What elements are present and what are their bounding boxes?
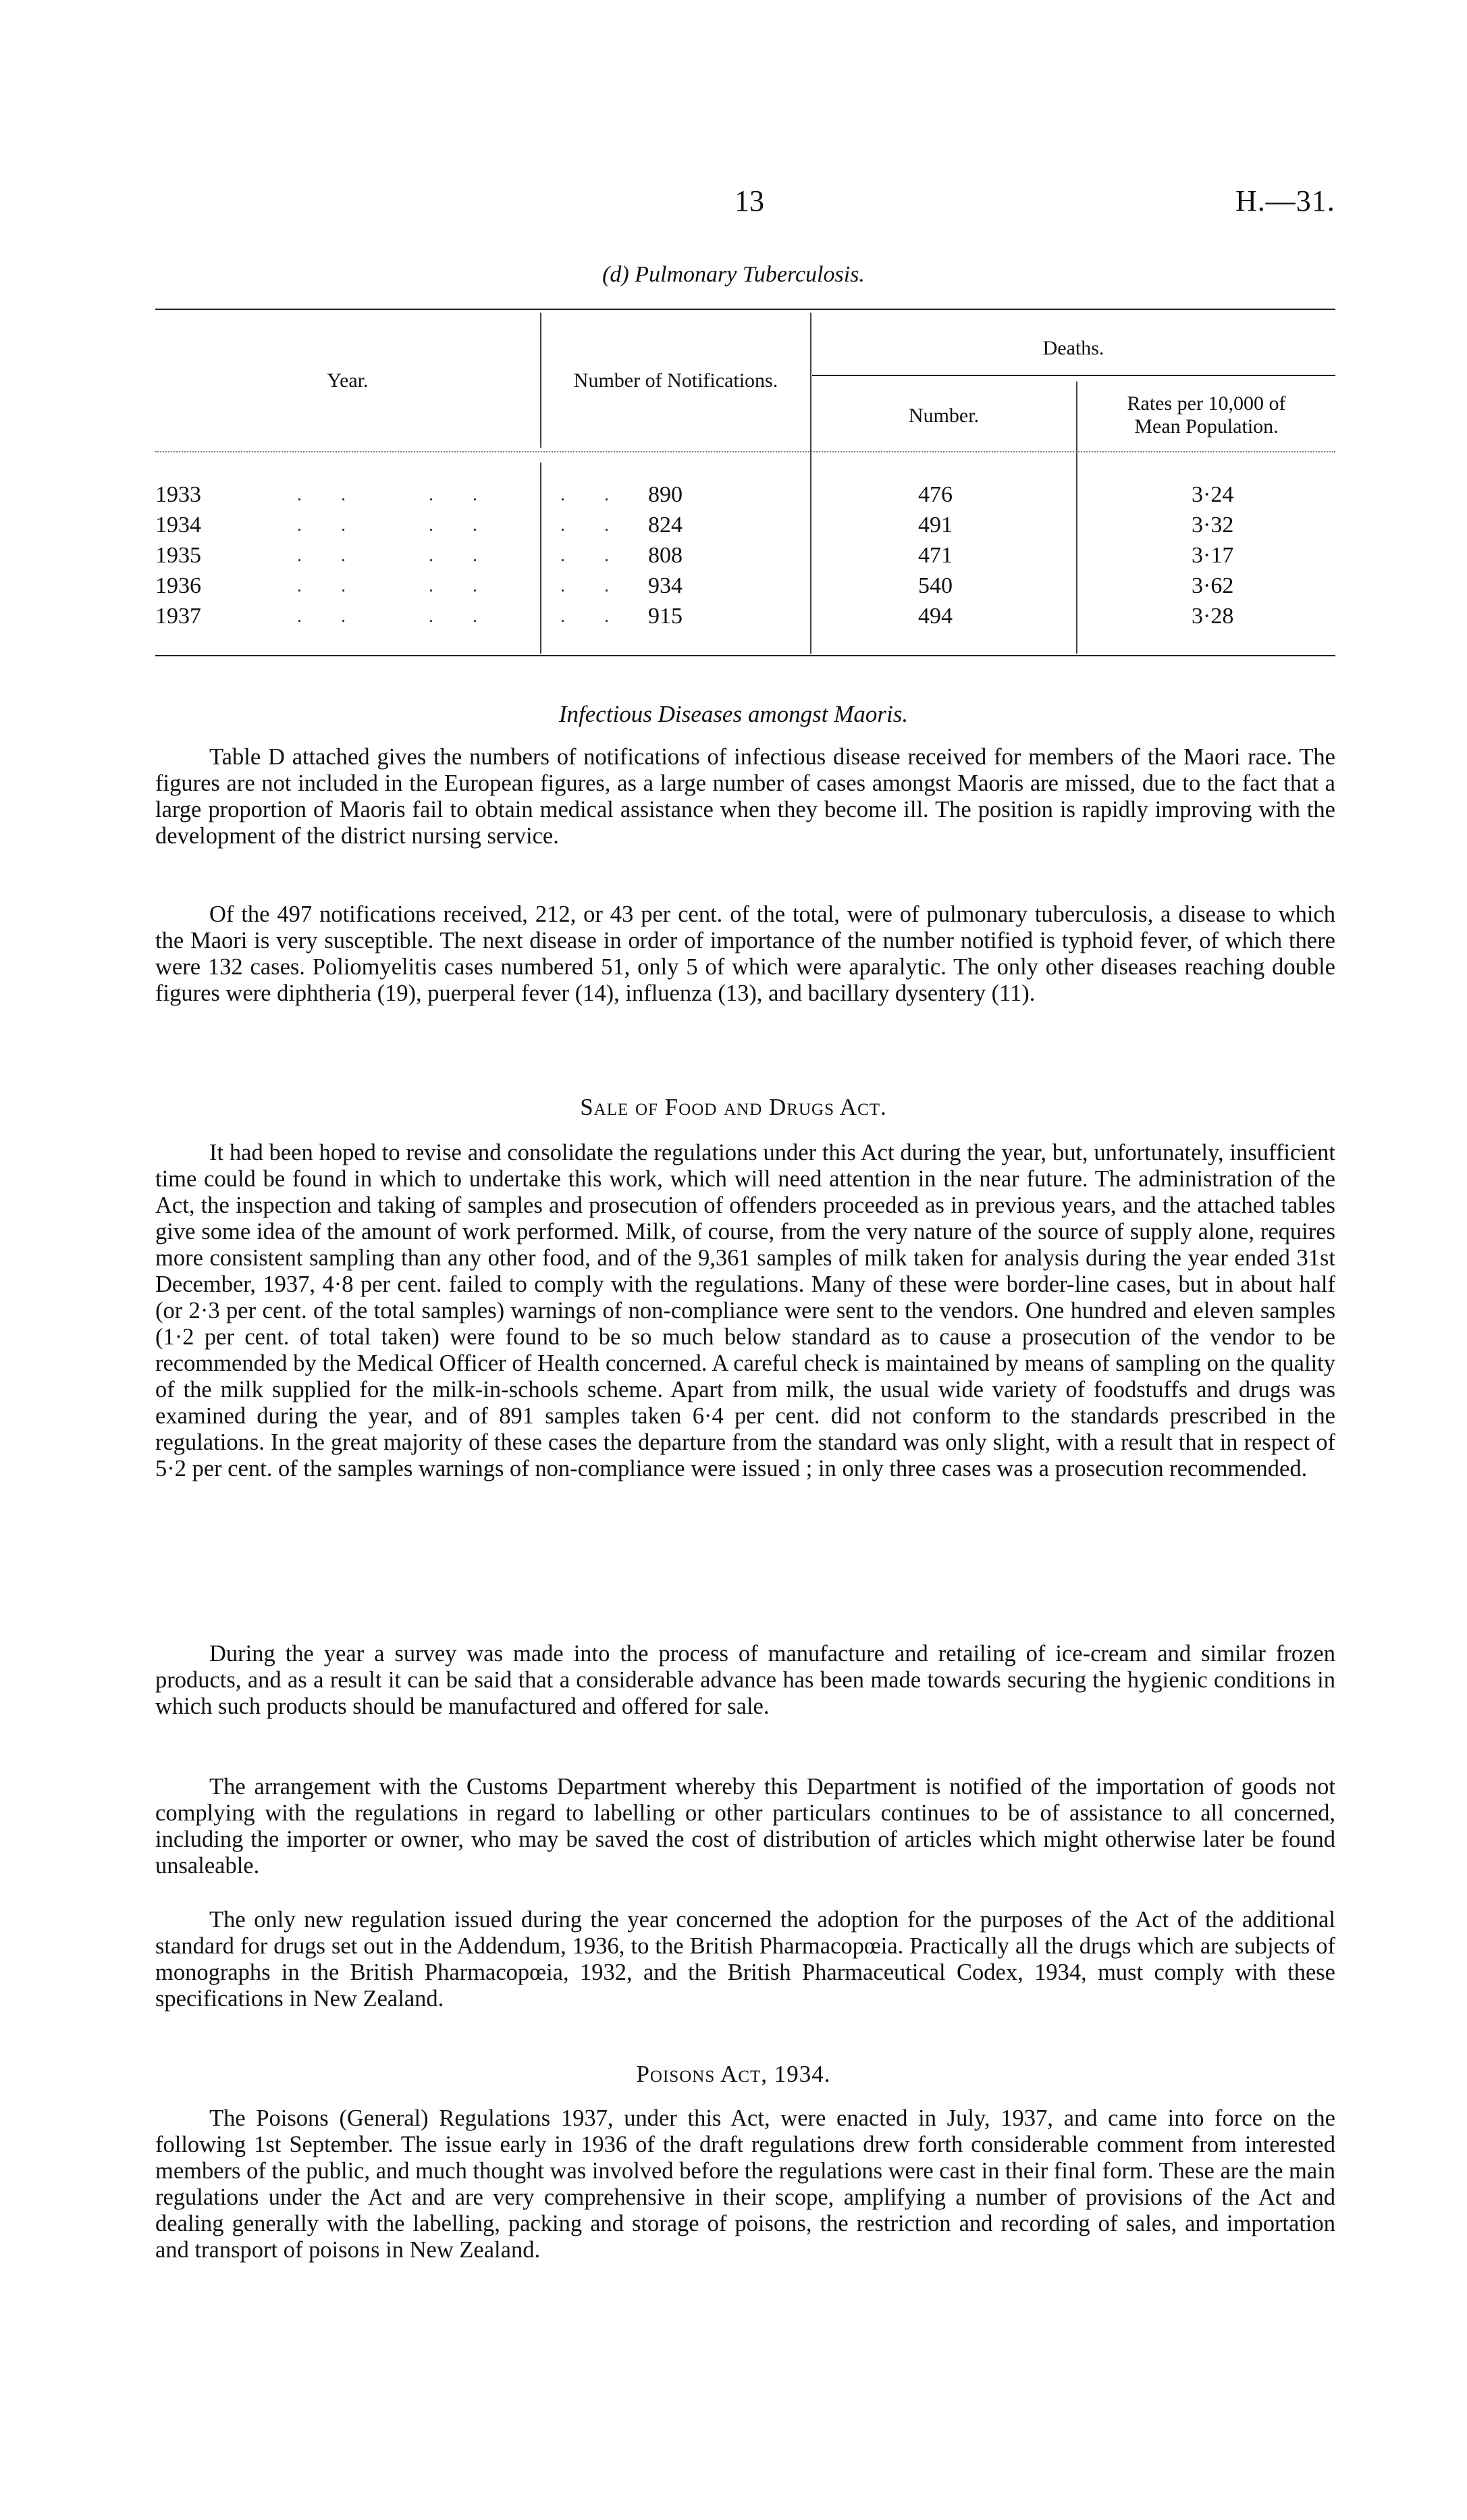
page-number: 13 [735,184,764,217]
paragraph: The arrangement with the Customs Department whereby this Department is notified of the importation of goods not complying with the regulations in regard to labelling or other particulars continues to be of assistance to all concerned, including the importer or owner, who may be saved the cost of distribution of articles which might otherwise later be found unsaleable. [155,1774,1335,1879]
section-heading-poisons: Poisons Act, 1934. [636,2061,831,2087]
cell-rate: 3·17 [1192,543,1234,568]
cell-year: 1933 [155,482,201,507]
cell-deaths: 494 [918,604,953,629]
leader-dots: .. .. .. [297,606,648,627]
cell-deaths: 476 [918,482,953,507]
cell-year: 1937 [155,604,201,629]
deaths-underline [812,375,1335,376]
header-deaths: Deaths. [1042,337,1104,359]
paragraph: Of the 497 notifications received, 212, or 43 per cent. of the total, were of pulmonary tuberculosis, a disease to which the Maori is very susceptible. The next disease in order of importance of the number notified is typhoid fever, of which there were 132 cases. Poliomyelitis cases numbered 51, only 5 of which were aparalytic. The only other diseases reaching double figures were diphtheria (19), puerperal fever (14), influenza (13), and bacillary dysentery (11). [155,901,1335,1006]
cell-deaths: 540 [918,573,953,598]
cell-notifications: 915 [648,604,683,629]
section-heading-food-drugs: Sale of Food and Drugs Act. [580,1094,887,1120]
header-bottom-rule [155,451,1335,452]
paragraph: During the year a survey was made into the process of manufacture and retailing of ice-cream and similar frozen products, and as a result it can be said that a considerable advance has been made towards securing the hygienic conditions in which such products should be manufactured and offered for sale. [155,1641,1335,1719]
paragraph: Table D attached gives the numbers of notifications of infectious disease received for members of the Maori race. The figures are not included in the European figures, as a large number of cases amongst Maoris are missed, due to the fact that a large proportion of Maoris fail to obtain medical assistance when they become ill. The position is rapidly improving with the development of the district nursing service. [155,744,1335,849]
cell-notifications: 824 [648,513,683,537]
cell-notifications: 808 [648,543,683,568]
cell-year: 1936 [155,573,201,598]
leader-dots: .. .. .. [297,484,648,505]
cell-notifications: 890 [648,482,683,507]
cell-rate: 3·24 [1192,482,1234,507]
column-divider-2 [810,313,811,654]
cell-rate: 3·28 [1192,604,1234,629]
header-deaths-number: Number. [908,404,980,427]
cell-deaths: 471 [918,543,953,568]
leader-dots: .. .. .. [297,515,648,535]
document-code: H.—31. [1235,184,1335,217]
header-year: Year. [327,369,369,392]
header-notifications: Number of Notifications. [573,369,778,392]
paragraph: It had been hoped to revise and consolidate the regulations under this Act during the year, but, unfortunately, insufficient time could be found in which to undertake this work, which will need attention in the near future. The administration of the Act, the inspection and taking of samples and prosecution of offenders proceeded as in previous years, and the attached tables give some idea of the amount of work performed. Milk, of course, from the very nature of the source of supply alone, requires more consistent sampling than any other food, and of the 9,361 samples of milk taken for analysis during the year ended 31st December, 1937, 4·8 per cent. failed to comply with the regulations. Many of these were border-line cases, but in about half (or 2·3 per cent. of the total samples) warnings of non-compliance were sent to the vendors. One hundred and eleven samples (1·2 per cent. of total taken) were found to be so much below standard as to cause a prosecution of the vendor to be recommended by the Medical Officer of Health concerned. A careful check is maintained by means of sampling on the quality of the milk supplied for the milk-in-schools scheme. Apart from milk, the usual wide variety of foodstuffs and drugs was examined during the year, and of 891 samples taken 6·4 per cent. did not conform to the standards prescribed in the regulations. In the great majority of these cases the departure from the standard was only slight, with a result that in respect of 5·2 per cent. of the samples warnings of non-compliance were issued ; in only three cases was a prosecution recommended. [155,1140,1335,1481]
header-rates-line1: Rates per 10,000 of [1127,392,1286,415]
cell-year: 1935 [155,543,201,568]
cell-year: 1934 [155,513,201,537]
leader-dots: .. .. .. [297,575,648,596]
cell-rate: 3·62 [1192,573,1234,598]
section-heading-infectious: Infectious Diseases amongst Maoris. [558,701,909,727]
cell-rate: 3·32 [1192,513,1234,537]
table-top-rule [155,309,1335,310]
leader-dots: .. .. .. [297,545,648,566]
paragraph: The Poisons (General) Regulations 1937, under this Act, were enacted in July, 1937, and came into force on the following 1st September. The issue early in 1936 of the draft regulations drew forth considerable comment from interested members of the public, and much thought was involved before the regulations were cast in their final form. These are the main regulations under the Act and are very comprehensive in their scope, amplifying a number of provisions of the Act and dealing generally with the labelling, packing and storage of poisons, the restriction and recording of sales, and importation and transport of poisons in New Zealand. [155,2105,1335,2263]
cell-notifications: 934 [648,573,683,598]
paragraph: The only new regulation issued during the year concerned the adoption for the purposes of the Act of the additional standard for drugs set out in the Addendum, 1936, to the British Pharmacopœia. Practically all the drugs which are subjects of monographs in the British Pharmacopœia, 1932, and the British Pharmaceutical Codex, 1934, must comply with these specifications in New Zealand. [155,1907,1335,2012]
table-bottom-rule [155,655,1335,656]
table-title: (d) Pulmonary Tuberculosis. [602,262,865,287]
header-rates-line2: Mean Population. [1134,415,1279,438]
cell-deaths: 491 [918,513,953,537]
